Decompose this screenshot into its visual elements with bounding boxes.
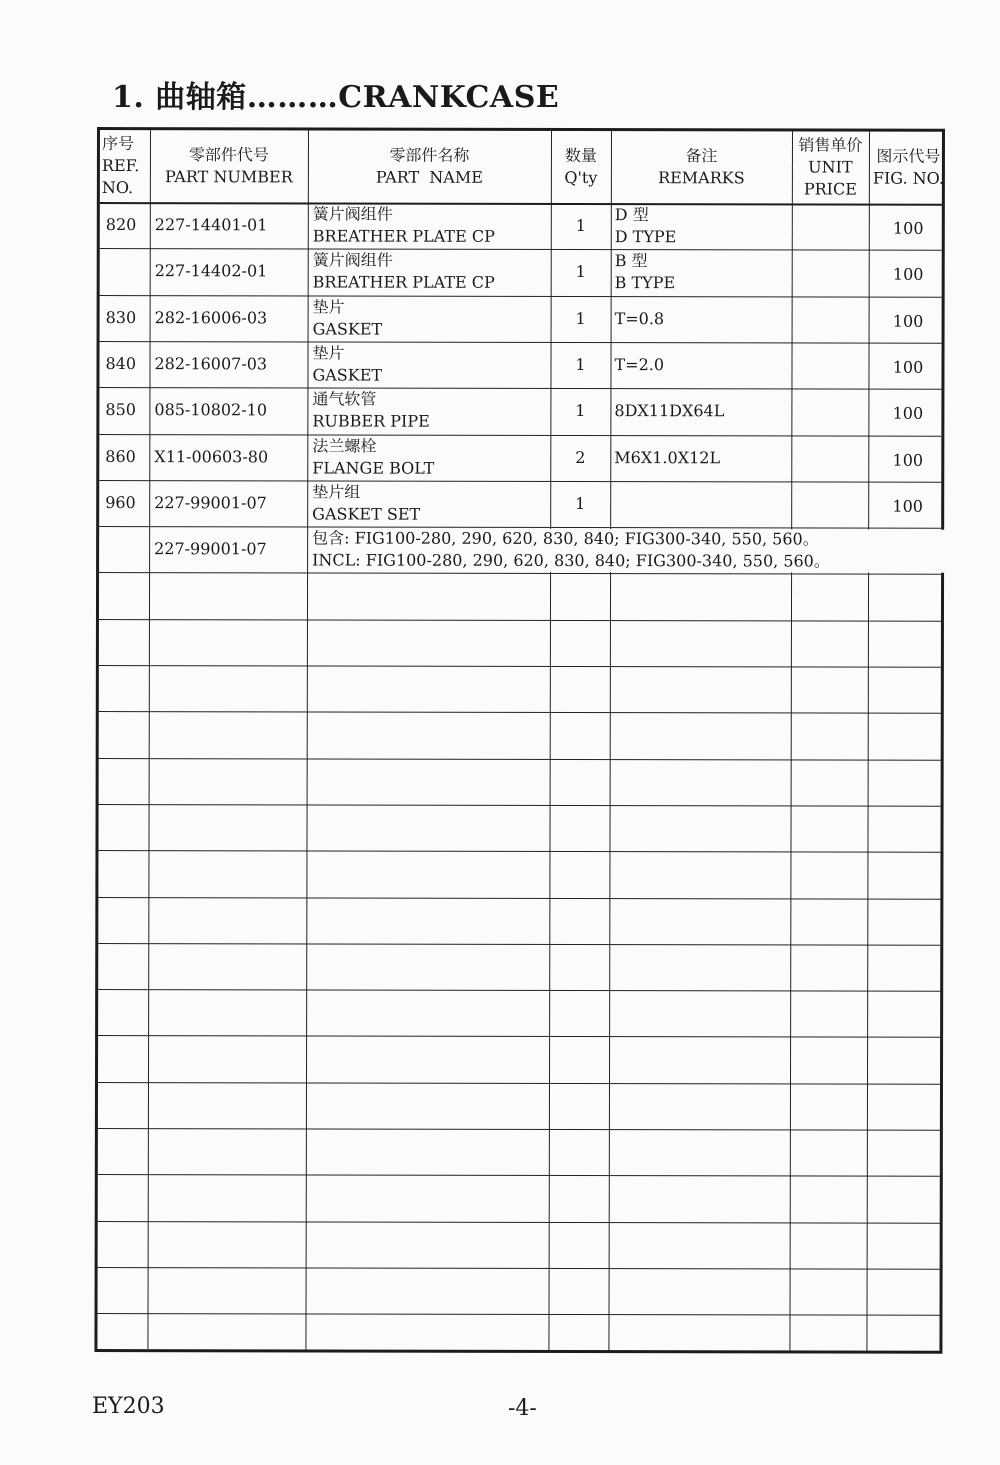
header-ref-en: REF. bbox=[101, 156, 140, 176]
includes-note-cn: 包含: FIG100-280, 290, 620, 830, 840; FIG300-340, 550, 560。 bbox=[312, 528, 819, 549]
header-ref bbox=[100, 130, 152, 202]
header-unit-price-cn: 销售单价 bbox=[798, 135, 863, 155]
row-divider bbox=[98, 1267, 940, 1270]
header-part-name-en: PART NAME bbox=[375, 167, 483, 187]
remark: M6X1.0X12L bbox=[614, 447, 721, 467]
row-divider bbox=[98, 989, 940, 992]
header-part-number-en: PART NUMBER bbox=[165, 167, 293, 187]
document-code: EY203 bbox=[92, 1394, 165, 1419]
part-name-cn: 垫片 bbox=[312, 343, 345, 363]
header-part-name-cn: 零部件名称 bbox=[389, 145, 470, 165]
header-remarks-cn: 备注 bbox=[685, 146, 718, 166]
quantity: 1 bbox=[575, 493, 586, 513]
part-number: 227-14401-01 bbox=[154, 215, 268, 235]
row-divider bbox=[99, 665, 941, 668]
fig-number: 100 bbox=[892, 404, 924, 424]
row-divider bbox=[99, 387, 941, 390]
header-part-name bbox=[308, 130, 551, 203]
header-remarks bbox=[611, 131, 792, 203]
header-part-number bbox=[150, 130, 308, 202]
quantity: 2 bbox=[575, 447, 586, 467]
header-divider bbox=[100, 202, 942, 206]
ref-number: 960 bbox=[105, 492, 136, 513]
row-divider bbox=[99, 480, 941, 483]
part-name-en: BREATHER PLATE CP bbox=[312, 226, 495, 246]
ref-number: 860 bbox=[105, 446, 136, 466]
row-divider bbox=[99, 711, 941, 714]
row-divider bbox=[98, 1082, 940, 1085]
part-name-cn: 通气软管 bbox=[312, 389, 377, 409]
includes-note-en: INCL: FIG100-280, 290, 620, 830, 840; FIG300-340, 550, 560。 bbox=[312, 550, 830, 571]
part-number: 227-99001-07 bbox=[154, 539, 267, 559]
part-name-en: RUBBER PIPE bbox=[312, 411, 430, 431]
quantity: 1 bbox=[575, 262, 586, 282]
header-unit-price bbox=[792, 131, 869, 203]
part-name-en: BREATHER PLATE CP bbox=[312, 272, 495, 293]
remark: T=0.8 bbox=[614, 308, 665, 328]
row-divider bbox=[98, 1313, 940, 1316]
part-name-cn: 簧片阀组件 bbox=[312, 204, 393, 224]
header-qty-cn: 数量 bbox=[564, 145, 597, 166]
row-divider bbox=[100, 341, 942, 344]
fig-number: 100 bbox=[892, 265, 924, 285]
fig-number: 100 bbox=[892, 496, 923, 516]
part-name-en: FLANGE BOLT bbox=[312, 457, 435, 478]
remark: B 型 bbox=[614, 251, 648, 271]
part-name-cn: 垫片组 bbox=[312, 482, 361, 502]
ref-number: 840 bbox=[105, 354, 137, 374]
fig-number: 100 bbox=[892, 311, 924, 331]
header-ref-cn: 序号 bbox=[101, 134, 135, 154]
column-divider bbox=[789, 131, 793, 1350]
remark: D 型 bbox=[614, 205, 649, 225]
fig-number: 100 bbox=[892, 357, 924, 377]
remark-line-2: B TYPE bbox=[614, 273, 676, 293]
remark: T=2.0 bbox=[614, 355, 665, 375]
row-divider bbox=[98, 1174, 940, 1177]
row-divider bbox=[99, 804, 941, 807]
row-divider bbox=[98, 897, 940, 900]
part-number: 227-14402-01 bbox=[154, 261, 268, 281]
quantity: 1 bbox=[575, 308, 586, 328]
ref-number: 830 bbox=[105, 307, 137, 327]
part-number: 282-16007-03 bbox=[154, 354, 268, 374]
column-divider bbox=[147, 130, 151, 1349]
header-fig-no bbox=[869, 132, 948, 204]
row-divider bbox=[99, 758, 941, 761]
header-qty bbox=[551, 131, 611, 203]
fig-number: 100 bbox=[892, 218, 924, 238]
header-qty-en: Q'ty bbox=[564, 167, 598, 188]
row-divider bbox=[98, 850, 940, 853]
ref-number: 850 bbox=[105, 400, 136, 420]
row-divider bbox=[98, 1035, 940, 1038]
header-fig-no-cn: 图示代号 bbox=[876, 146, 941, 166]
header-remarks-en: REMARKS bbox=[658, 168, 745, 188]
row-divider bbox=[98, 1128, 940, 1131]
remark: 8DX11DX64L bbox=[614, 401, 725, 421]
part-number: X11-00603-80 bbox=[154, 446, 269, 466]
part-name-cn: 簧片阀组件 bbox=[312, 250, 393, 270]
part-name-en: GASKET bbox=[312, 365, 383, 385]
row-divider bbox=[100, 248, 942, 251]
remark-line-2: D TYPE bbox=[614, 227, 677, 247]
row-divider bbox=[98, 943, 940, 946]
quantity: 1 bbox=[575, 401, 586, 421]
row-divider bbox=[98, 1221, 940, 1224]
part-name-cn: 垫片 bbox=[312, 297, 345, 317]
ref-number: 820 bbox=[105, 215, 137, 235]
page-number: -4- bbox=[508, 1396, 537, 1421]
header-unit-price-en: UNIT bbox=[808, 157, 853, 177]
parts-table bbox=[94, 127, 945, 1354]
row-divider bbox=[100, 295, 942, 298]
part-name-en: GASKET bbox=[312, 319, 383, 339]
header-fig-no-en: FIG. NO. bbox=[872, 168, 944, 188]
quantity: 1 bbox=[575, 216, 586, 236]
fig-number: 100 bbox=[892, 450, 924, 470]
header-part-number-cn: 零部件代号 bbox=[188, 145, 269, 165]
page-title: 1. 曲轴箱………CRANKCASE bbox=[112, 80, 560, 115]
column-divider bbox=[305, 130, 309, 1349]
header-unit-price-en2: PRICE bbox=[803, 179, 857, 199]
part-number: 227-99001-07 bbox=[154, 493, 267, 513]
part-number: 085-10802-10 bbox=[154, 400, 268, 420]
part-number: 282-16006-03 bbox=[154, 307, 268, 328]
part-name-en: GASKET SET bbox=[312, 504, 421, 524]
part-name-cn: 法兰螺栓 bbox=[312, 435, 377, 456]
row-divider bbox=[99, 434, 941, 437]
header-ref-no: NO. bbox=[101, 178, 134, 198]
quantity: 1 bbox=[575, 355, 586, 375]
row-divider bbox=[99, 619, 941, 622]
